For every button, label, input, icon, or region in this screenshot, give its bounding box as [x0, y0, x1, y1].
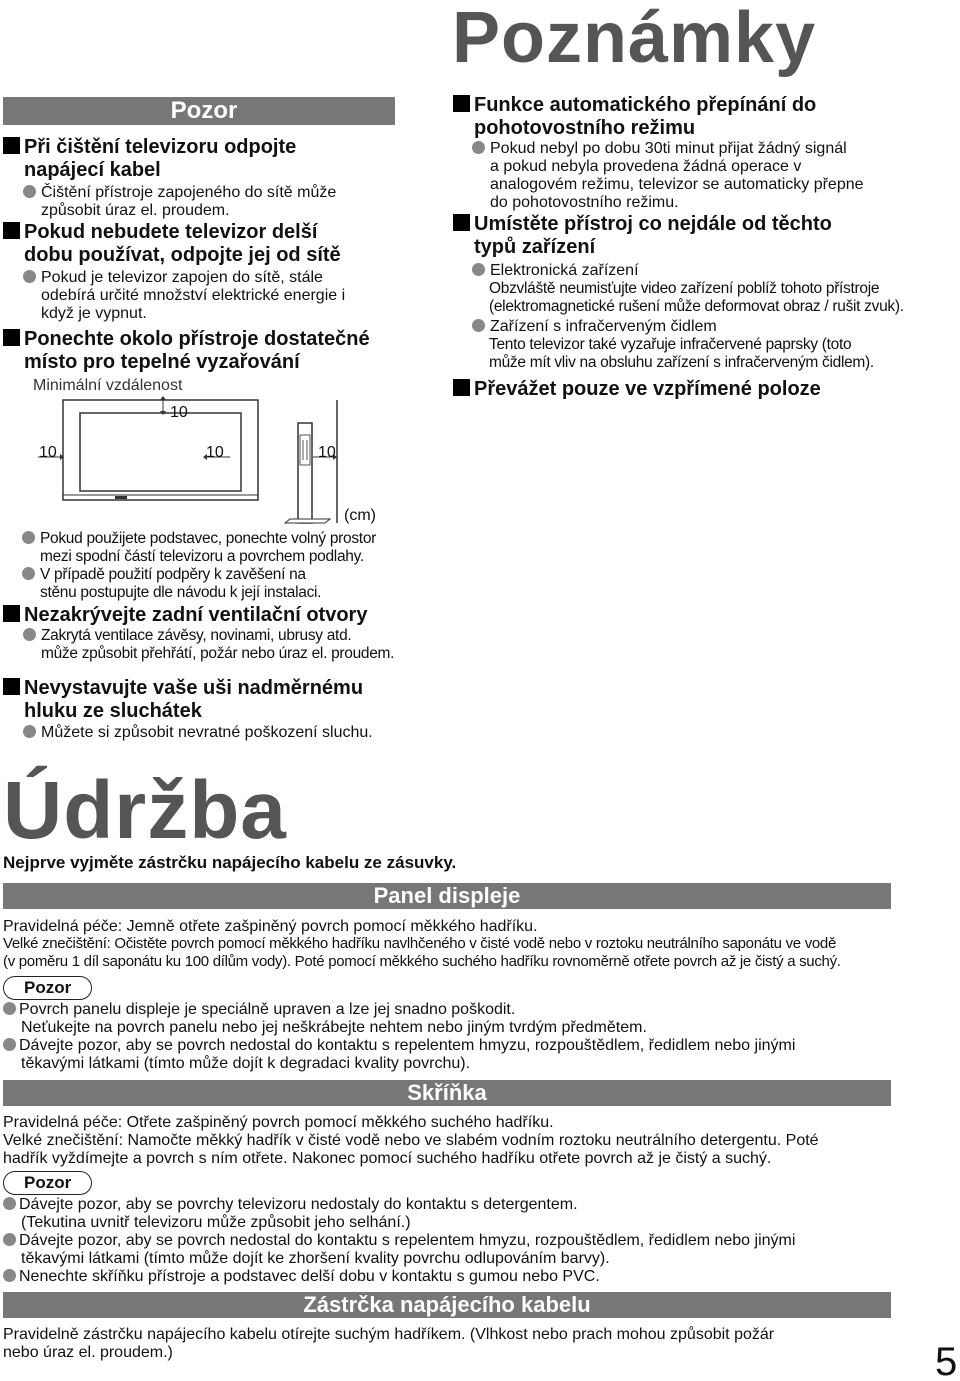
right-section-3	[453, 378, 923, 401]
left-section-5	[3, 677, 408, 742]
section-item: Pokud nebyl po dobu 30ti minut přijat žádný signál a pokud nebyla provedena žádná operace v analogovém režimu, televizor se automaticky přepne do pohotovostního režimu.	[453, 140, 923, 212]
left-section-1	[3, 136, 398, 220]
section-heading: Nevystavujte vaše uši nadměrnému hluku ze sluchátek	[3, 677, 408, 723]
section-heading: Při čištění televizoru odpojte napájecí kabel	[3, 136, 398, 182]
panel-bullet: Povrch panelu displeje je speciálně upraven a lze jej snadno poškodit. Neťukejte na povrch panelu nebo jej neškrábejte nehtem nebo jiným tvrdým předmětem.	[3, 1001, 953, 1037]
panel-bar: Panel displeje	[3, 883, 891, 909]
pozor-bar: Pozor	[3, 97, 395, 125]
panel-bullets	[3, 1001, 953, 1073]
diagram-unit: (cm)	[344, 507, 376, 524]
cabinet-bullet: Dávejte pozor, aby se povrchy televizoru nedostaly do kontaktu s detergentem. (Tekutina uvnitř televizoru může způsobit jeho selhání.)	[3, 1196, 953, 1232]
cabinet-bar: Skříňka	[3, 1080, 891, 1106]
section-item: Zakrytá ventilace závěsy, novinami, ubrusy atd. může způsobit přehřátí, požár nebo úraz el. proudem.	[3, 627, 403, 663]
section-item: Elektronická zařízení	[453, 262, 933, 280]
note-item: V případě použití podpěry k zavěšení na stěnu postupujte dle návodu k její instalaci.	[22, 566, 402, 602]
maintenance-lead: Nejprve vyjměte zástrčku napájecího kabelu ze zásuvky.	[3, 853, 457, 872]
circle-bullet-icon	[23, 270, 36, 283]
square-bullet-icon	[453, 214, 470, 231]
cabinet-care: Pravidelná péče: Otřete zašpiněný povrch pomocí měkkého suchého hadříku.	[3, 1114, 554, 1131]
cabinet-bullets	[3, 1196, 953, 1286]
diagram-label-right: 10	[206, 444, 224, 461]
page-number: 5	[935, 1340, 958, 1381]
section-heading: Ponechte okolo přístroje dostatečné místo pro tepelné vyzařování	[3, 328, 398, 374]
section-heading: Pokud nebudete televizor delší dobu používat, odpojte jej od sítě	[3, 221, 398, 267]
circle-bullet-icon	[3, 1269, 16, 1282]
right-section-1	[453, 94, 923, 212]
maintenance-title: Údržba	[3, 765, 287, 856]
panel-bullet: Dávejte pozor, aby se povrch nedostal do kontaktu s repelentem hmyzu, rozpouštědlem, ředidlem nebo jinými těkavými látkami (tímto může dojít k degradaci kvality povrchu).	[3, 1037, 953, 1073]
clearance-diagram	[0, 395, 400, 530]
square-bullet-icon	[3, 222, 20, 239]
circle-bullet-icon	[472, 141, 485, 154]
section-item-body: Tento televizor také vyzařuje infračervené paprsky (toto může mít vliv na obsluhu zařízení s infračerveným čidlem).	[489, 336, 874, 371]
section-item: Můžete si způsobit nevratné poškození sluchu.	[3, 724, 408, 742]
circle-bullet-icon	[22, 567, 35, 580]
square-bullet-icon	[3, 137, 20, 154]
panel-pozor-badge: Pozor	[3, 976, 92, 1000]
square-bullet-icon	[453, 95, 470, 112]
cabinet-heavy: Velké znečištění: Namočte měkký hadřík v čisté vodě nebo ve slabém vodním roztoku neutrálního detergentu. Poté hadřík vyždímejte a povrch s ním otřete. Nakonec pomocí suchého hadříku otřete povrch až je čistý a suchý.	[3, 1132, 819, 1167]
section-item: Zařízení s infračerveným čidlem	[453, 318, 933, 336]
circle-bullet-icon	[472, 319, 485, 332]
panel-care: Pravidelná péče: Jemně otřete zašpiněný povrch pomocí měkkého hadříku.	[3, 918, 538, 935]
panel-heavy: Velké znečištění: Očistěte povrch pomocí měkkého hadříku navlhčeného v čisté vodě nebo v roztoku neutrálního saponátu ve vodě (v poměru 1 díl saponátu ku 100 dílům vody). Poté pomocí měkkého suchého hadříku rovnoměrně otřete povrch až je čistý a suchý.	[3, 935, 841, 970]
plug-bar: Zástrčka napájecího kabelu	[3, 1292, 891, 1318]
circle-bullet-icon	[472, 263, 485, 276]
circle-bullet-icon	[3, 1197, 16, 1210]
section-item: Pokud je televizor zapojen do sítě, stále odebírá určité množství elektrické energie i když je vypnut.	[3, 269, 398, 323]
diagram-label-top: 10	[170, 404, 188, 421]
section-heading: Funkce automatického přepínání do pohotovostního režimu	[453, 94, 923, 140]
circle-bullet-icon	[23, 185, 36, 198]
diagram-label-side: 10	[318, 444, 336, 461]
cabinet-bullet: Dávejte pozor, aby se povrch nedostal do kontaktu s repelentem hmyzu, rozpouštědlem, ředidlem nebo jinými těkavými látkami (tímto může dojít ke zhoršení kvality povrchu odlupováním barvy).	[3, 1232, 953, 1268]
circle-bullet-icon	[22, 531, 35, 544]
right-section-2	[453, 213, 933, 372]
cabinet-bullet: Nenechte skříňku přístroje a podstavec delší dobu v kontaktu s gumou nebo PVC.	[3, 1268, 953, 1286]
diagram-notes	[22, 530, 402, 602]
circle-bullet-icon	[3, 1038, 16, 1051]
plug-text: Pravidelně zástrčku napájecího kabelu otírejte suchým hadříkem. (Vlhkost nebo prach mohou způsobit požár nebo úraz el. proudem.)	[3, 1326, 775, 1361]
page-title: Poznámky	[452, 0, 817, 78]
section-heading: Převážet pouze ve vzpřímené poloze	[453, 378, 923, 401]
square-bullet-icon	[3, 678, 20, 695]
circle-bullet-icon	[3, 1233, 16, 1246]
left-section-4	[3, 604, 403, 663]
diagram-caption: Minimální vzdálenost	[33, 377, 183, 394]
section-item-body: Obzvláště neumisťujte video zařízení poblíž tohoto přístroje (elektromagnetické rušení může deformovat obraz / rušit zvuk).	[489, 280, 904, 315]
square-bullet-icon	[453, 379, 470, 396]
square-bullet-icon	[3, 329, 20, 346]
cabinet-pozor-badge: Pozor	[3, 1171, 92, 1195]
circle-bullet-icon	[23, 628, 36, 641]
left-section-3	[3, 328, 398, 374]
square-bullet-icon	[3, 605, 20, 622]
circle-bullet-icon	[23, 725, 36, 738]
note-item: Pokud použijete podstavec, ponechte volný prostor mezi spodní částí televizoru a povrchem podlahy.	[22, 530, 402, 566]
circle-bullet-icon	[3, 1002, 16, 1015]
diagram-label-left: 10	[39, 444, 57, 461]
section-heading: Umístěte přístroj co nejdále od těchto typů zařízení	[453, 213, 933, 259]
section-heading: Nezakrývejte zadní ventilační otvory	[3, 604, 403, 627]
left-section-2	[3, 221, 398, 323]
section-item: Čištění přístroje zapojeného do sítě může způsobit úraz el. proudem.	[3, 184, 398, 220]
